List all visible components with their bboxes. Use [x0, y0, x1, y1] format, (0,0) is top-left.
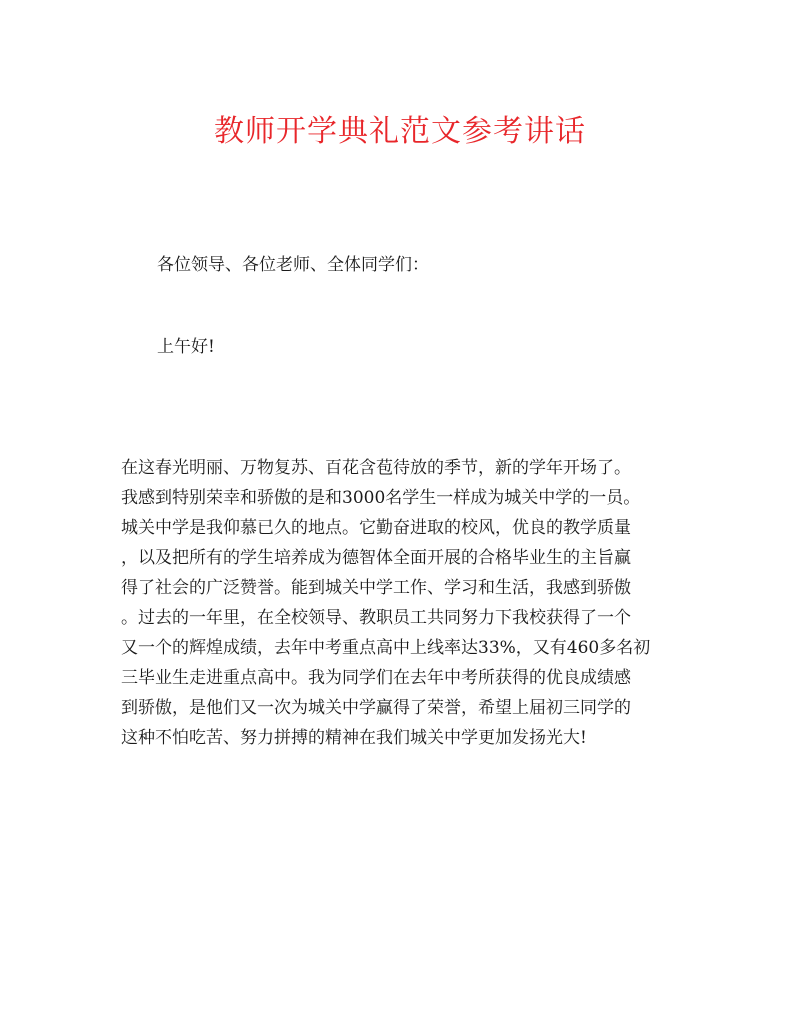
document-title: 教师开学典礼范文参考讲话	[214, 114, 586, 149]
body-line: ，以及把所有的学生培养成为德智体全面开展的合格毕业生的主旨赢	[121, 548, 631, 568]
greeting-line: 上午好!	[157, 337, 215, 357]
body-line: 到骄傲，是他们又一次为城关中学赢得了荣誉，希望上届初三同学的	[121, 698, 631, 718]
body-line: 这种不怕吃苦、努力拼搏的精神在我们城关中学更加发扬光大!	[121, 728, 587, 748]
body-line: 我感到特别荣幸和骄傲的是和3000名学生一样成为城关中学的一员。	[121, 488, 641, 508]
body-line: 得了社会的广泛赞誉。能到城关中学工作、学习和生活，我感到骄傲	[121, 578, 631, 598]
body-line: 城关中学是我仰慕已久的地点。它勤奋进取的校风，优良的教学质量	[121, 518, 631, 538]
body-line: 三毕业生走进重点高中。我为同学们在去年中考所获得的优良成绩感	[121, 668, 631, 688]
body-line: 在这春光明丽、万物复苏、百花含苞待放的季节，新的学年开场了。	[121, 458, 631, 478]
body-line: 。过去的一年里，在全校领导、教职员工共同努力下我校获得了一个	[121, 608, 631, 628]
salutation-line: 各位领导、各位老师、全体同学们：	[157, 255, 429, 275]
body-paragraph	[121, 456, 691, 756]
body-line: 又一个的辉煌成绩，去年中考重点高中上线率达33%，又有460多名初	[121, 638, 651, 658]
